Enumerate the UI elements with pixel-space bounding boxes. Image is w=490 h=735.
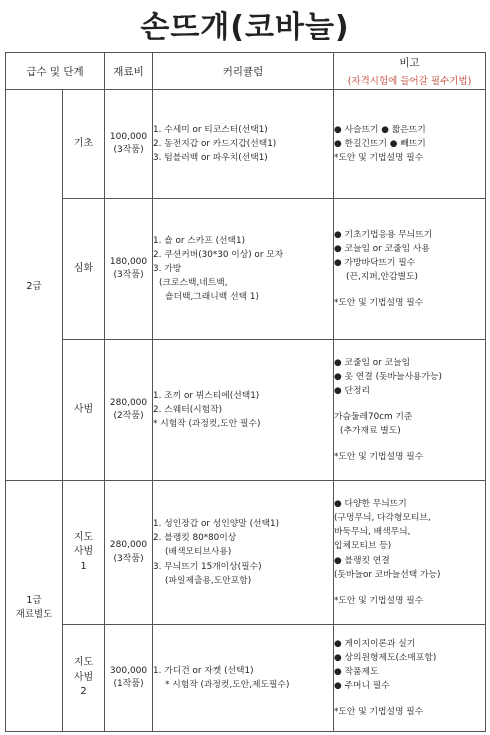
item-count: (2작품) [113, 411, 144, 421]
curriculum-line: 숄더백,그래니백 선택 1) [165, 292, 259, 303]
curriculum-line: (파일제출용,도안포함) [165, 575, 252, 586]
curriculum-line: (배색모티브사용) [165, 547, 232, 558]
curriculum-line: 2. 동전지갑 or 카드지갑(선택1) [153, 138, 277, 149]
remarks-cell [334, 625, 486, 732]
fee-cell [105, 481, 153, 625]
curriculum-line: 3. 텀블러백 or 파우치(선택1) [153, 153, 268, 164]
table-header-row [6, 53, 486, 90]
curriculum-line: 2. 쿠션커버(30*30 이상) or 모자 [153, 249, 284, 260]
level-cell: 심화 [63, 199, 105, 340]
header-remarks-label: 비고 [399, 57, 420, 69]
header-curriculum: 커리큘럼 [153, 53, 334, 90]
remarks-line: ● 옷 연결 (돗바늘사용가능) [334, 371, 442, 382]
remarks-cell [334, 199, 486, 340]
level-cell: 기초 [63, 90, 105, 199]
fee-amount: 180,000 [109, 256, 148, 267]
remarks-line: ● 한길긴뜨기 ● 빼뜨기 [334, 138, 426, 149]
remarks-line: *도안 및 기법설명 필수 [334, 298, 424, 309]
fee-cell [105, 625, 153, 732]
level-line: 2 [80, 686, 87, 698]
fee-amount: 100,000 [109, 131, 148, 142]
fee-cell [105, 199, 153, 340]
header-fee: 재료비 [105, 53, 153, 90]
item-count: (3작품) [113, 553, 144, 564]
item-count: (3작품) [113, 270, 144, 280]
curriculum-cell [153, 481, 334, 625]
remarks-line: 입체모티브 등) [334, 541, 392, 552]
remarks-line: *도안 및 기법설명 필수 [334, 707, 424, 718]
remarks-line: *도안 및 기법설명 필수 [334, 452, 424, 463]
level-cell [63, 481, 105, 625]
remarks-line: (끈,지퍼,안감별도) [346, 272, 418, 283]
table-row [6, 90, 486, 199]
curriculum-line: 3. 무늬뜨기 15개이상(필수) [153, 561, 262, 572]
fee-cell [105, 90, 153, 199]
remarks-line: ● 사슬뜨기 ● 짧은뜨기 [334, 124, 426, 135]
remarks-line: (돗바늘or 코바늘선택 가능) [334, 569, 441, 580]
spacer [334, 284, 485, 296]
grade-1-note: 재료별도 [15, 609, 53, 620]
curriculum-line: 1. 조끼 or 뷔스티에(선택1) [153, 390, 260, 401]
table-row [6, 340, 486, 481]
page-title: 손뜨개(코바늘) [140, 10, 350, 45]
item-count: (1작품) [113, 679, 144, 689]
spacer [334, 693, 485, 705]
grade-2-label: 2급 [6, 90, 63, 481]
header-remarks-note: (자격시험에 들어갈 필수기법) [347, 76, 472, 87]
remarks-cell [334, 90, 486, 199]
header-remarks [334, 53, 486, 90]
curriculum-cell [153, 199, 334, 340]
level-line: 사범 [73, 671, 94, 683]
table-row [6, 481, 486, 625]
spacer [334, 438, 485, 450]
remarks-line: ● 단정리 [334, 385, 370, 396]
remarks-line: ● 상의원형제도(소매포함) [334, 652, 437, 663]
header-grade: 급수 및 단계 [6, 53, 105, 90]
remarks-line: ● 코줄임 or 코늘임 [334, 357, 411, 368]
fee-cell [105, 340, 153, 481]
level-line: 1 [80, 560, 87, 572]
remarks-cell [334, 340, 486, 481]
remarks-line: ● 주머니 필수 [334, 681, 390, 692]
curriculum-line: 2. 블랭킷 80*80이상 [153, 533, 237, 544]
curriculum-line: * 시험작 (과정컷,도안,제도필수) [165, 680, 290, 690]
remarks-line: (추가재료 별도) [340, 426, 401, 437]
item-count: (3작품) [113, 145, 144, 155]
remarks-line: ● 게이지이론과 실기 [334, 638, 416, 649]
remarks-line: ● 블랭킷 연결 [334, 555, 390, 566]
remarks-line: *도안 및 기법설명 필수 [334, 595, 424, 606]
curriculum-line: 2. 스웨터(시험작) [153, 404, 223, 415]
table-row [6, 199, 486, 340]
table-row [6, 625, 486, 732]
curriculum-line: 1. 가디건 or 자켓 (선택1) [153, 665, 254, 676]
grade-1-name: 1급 [26, 595, 42, 606]
fee-amount: 280,000 [109, 397, 148, 408]
grade-1-label [6, 481, 63, 732]
spacer [334, 582, 485, 594]
remarks-line: ● 작품제도 [334, 666, 379, 677]
level-line: 지도 [73, 657, 94, 669]
fee-amount: 300,000 [109, 665, 148, 676]
remarks-line: *도안 및 기법설명 필수 [334, 153, 424, 164]
curriculum-line: 1. 수세미 or 티코스터(선택1) [153, 124, 268, 135]
curriculum-line: 1. 숄 or 스카프 (선택1) [153, 235, 246, 246]
remarks-line: (구멍무늬, 다각형모티브, [334, 513, 431, 524]
curriculum-table [5, 52, 486, 732]
remarks-cell [334, 481, 486, 625]
fee-amount: 280,000 [109, 540, 148, 550]
level-cell [63, 625, 105, 732]
spacer [334, 398, 485, 410]
level-line: 지도 [73, 531, 94, 543]
remarks-line: 가슴둘레70cm 기준 [334, 412, 413, 422]
curriculum-cell [153, 340, 334, 481]
level-line: 사범 [73, 546, 94, 558]
remarks-line: ● 다양한 무늬뜨기 [334, 499, 407, 510]
curriculum-line: * 시험작 (과정컷,도안 필수) [153, 419, 261, 430]
remarks-line: ● 기초기법응용 무늬뜨기 [334, 229, 433, 240]
level-cell: 사범 [63, 340, 105, 481]
remarks-line: 바둑무늬, 배색무늬, [334, 527, 411, 538]
remarks-line: ● 가방바닥뜨기 필수 [334, 257, 416, 268]
curriculum-cell [153, 90, 334, 199]
remarks-line: ● 코늘임 or 코줄임 사용 [334, 243, 430, 254]
curriculum-line: 1. 성인장갑 or 성인양말 (선택1) [153, 519, 280, 530]
curriculum-line: 3. 가방 [153, 263, 182, 274]
curriculum-cell [153, 625, 334, 732]
curriculum-line: (크로스백,네트백, [159, 278, 228, 289]
